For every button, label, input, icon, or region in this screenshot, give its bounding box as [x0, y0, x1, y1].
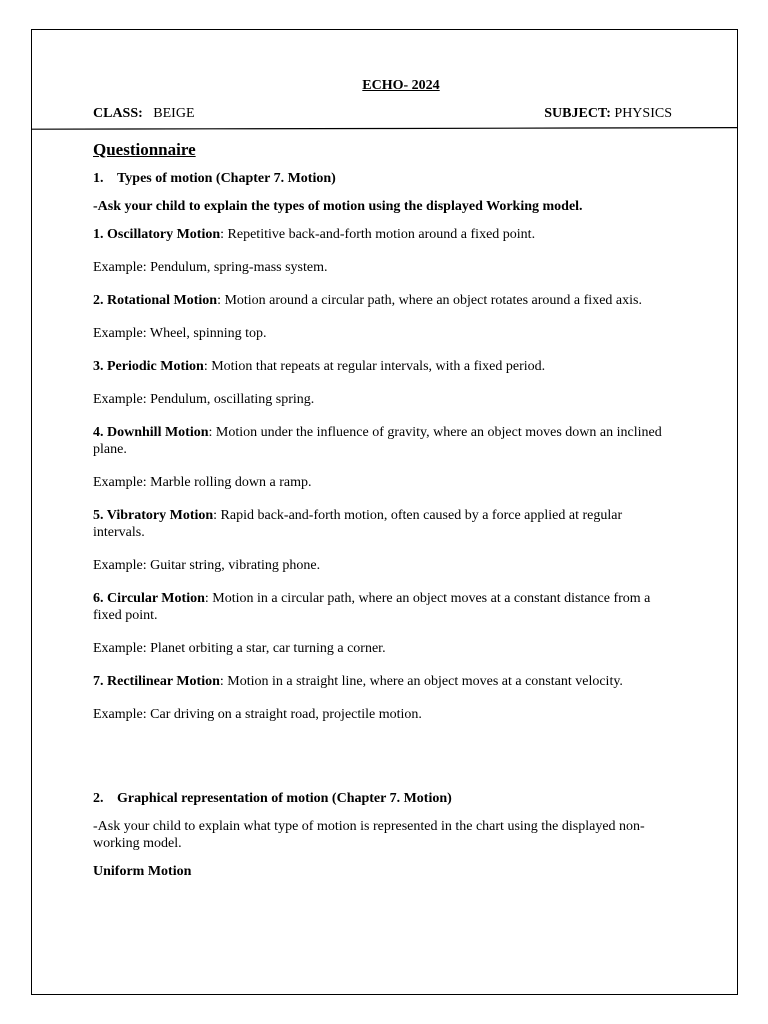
motion-item-example: Example: Planet orbiting a star, car turning a corner. [93, 641, 386, 656]
motion-item-name: 5. Vibratory Motion [93, 508, 214, 523]
motion-item-example: Example: Pendulum, spring-mass system. [93, 260, 328, 275]
motion-item-name: 1. Oscillatory Motion [93, 227, 221, 242]
motion-item-description: : Motion around a circular path, where an object rotates around a fixed axis. [217, 293, 642, 308]
motion-item-description: : Motion under the influence of gravity, where an object moves down an inclined plane. [93, 425, 662, 457]
motion-item-description: : Motion in a straight line, where an object moves at a constant velocity. [219, 674, 623, 689]
section-1-heading [93, 170, 675, 187]
document-body [93, 139, 675, 880]
class-value: BEIGE [153, 106, 195, 121]
section-2-number: 2. [93, 791, 104, 806]
motion-item-description: : Motion in a circular path, where an object moves at a constant distance from a fixed point. [93, 591, 651, 623]
subject-label: SUBJECT: [544, 106, 611, 121]
motion-item [93, 358, 675, 375]
uniform-motion-heading: Uniform Motion [93, 864, 192, 879]
motion-item [93, 424, 675, 458]
motion-item-example: Example: Wheel, spinning top. [93, 326, 267, 341]
motion-item-name: 7. Rectilinear Motion [93, 674, 220, 689]
class-field [93, 106, 195, 122]
motion-item-example: Example: Pendulum, oscillating spring. [93, 392, 315, 407]
class-label: CLASS: [93, 106, 143, 121]
section-2-instruction: -Ask your child to explain what type of motion is represented in the chart using the displayed non-working model. [93, 819, 645, 851]
section-2-title: Graphical representation of motion (Chapter 7. Motion) [117, 791, 452, 806]
subject-field [544, 106, 672, 122]
motion-item [93, 590, 675, 624]
questionnaire-heading: Questionnaire [93, 140, 196, 159]
motion-item [93, 226, 675, 243]
motion-item [93, 507, 675, 541]
document-title: ECHO- 2024 [362, 78, 440, 93]
section-1-instruction: -Ask your child to explain the types of motion using the displayed Working model. [93, 199, 583, 214]
subject-value: PHYSICS [614, 106, 672, 121]
motion-item-example: Example: Car driving on a straight road, projectile motion. [93, 707, 422, 722]
motion-item-name: 3. Periodic Motion [93, 359, 204, 374]
section-2-heading [93, 790, 675, 807]
motion-item [93, 292, 675, 309]
motion-item-example: Example: Marble rolling down a ramp. [93, 475, 312, 490]
motion-types-list [93, 226, 675, 723]
motion-item-name: 2. Rotational Motion [93, 293, 218, 308]
motion-item-example: Example: Guitar string, vibrating phone. [93, 558, 321, 573]
motion-item-description: : Motion that repeats at regular intervals, with a fixed period. [203, 359, 546, 374]
motion-item-name: 4. Downhill Motion [93, 425, 209, 440]
motion-item-description: : Repetitive back-and-forth motion around a fixed point. [220, 227, 536, 242]
section-1-number: 1. [93, 171, 104, 186]
section-1-title: Types of motion (Chapter 7. Motion) [117, 171, 336, 186]
motion-item-description: : Rapid back-and-forth motion, often caused by a force applied at regular intervals. [93, 508, 623, 540]
header-divider [32, 127, 737, 130]
motion-item-name: 6. Circular Motion [93, 591, 205, 606]
motion-item [93, 673, 675, 690]
